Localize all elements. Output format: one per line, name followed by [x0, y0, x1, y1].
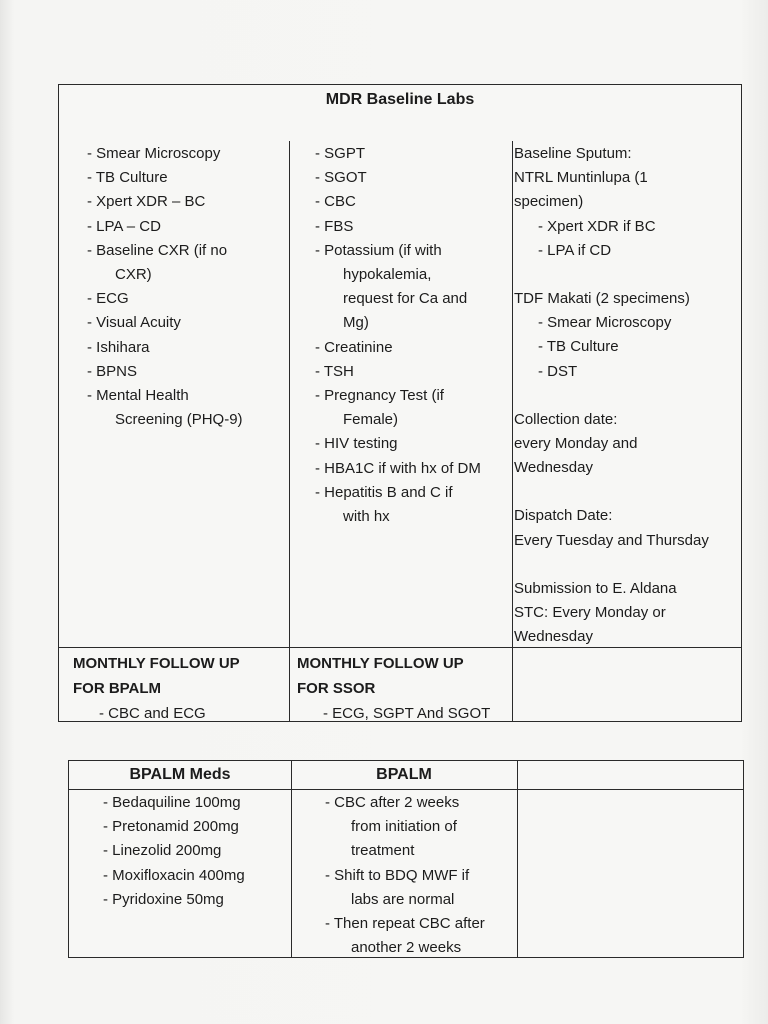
follow-up-heading: MONTHLY FOLLOW UP: [73, 655, 240, 672]
list-item: - Hepatitis B and C if: [315, 483, 453, 501]
list-item: Wednesday: [514, 628, 593, 646]
list-item: - Pyridoxine 50mg: [103, 890, 224, 908]
list-item: - ECG: [87, 290, 129, 308]
spacer: [514, 553, 742, 577]
list-item: from initiation of: [351, 818, 457, 836]
list-item: Dispatch Date:: [514, 507, 613, 525]
spacer: [514, 480, 742, 504]
list-item: Screening (PHQ-9): [115, 411, 243, 429]
list-item: - Visual Acuity: [87, 314, 181, 332]
list-item: specimen): [514, 193, 584, 211]
follow-up-item: - CBC and ECG: [99, 705, 206, 722]
list-item: Collection date:: [514, 410, 618, 428]
list-item: every Monday and: [514, 435, 638, 453]
follow-up-heading: FOR SSOR: [297, 680, 376, 697]
list-item: NTRL Muntinlupa (1: [514, 169, 648, 187]
list-item: - Potassium (if with: [315, 241, 442, 259]
list-item: - TB Culture: [87, 169, 168, 187]
list-item: - SGPT: [315, 145, 366, 162]
list-item: - CBC after 2 weeks: [325, 794, 460, 811]
list-item: - TB Culture: [538, 338, 619, 356]
list-item: - CBC: [315, 193, 356, 211]
list-item: request for Ca and: [343, 290, 468, 308]
baseline-labs-table: [58, 84, 742, 722]
column-divider: [517, 761, 518, 957]
list-item: CXR): [115, 266, 152, 284]
list-item: - DST: [538, 362, 578, 380]
list-item: Submission to E. Aldana: [514, 579, 677, 597]
baseline-labs-title: MDR Baseline Labs: [325, 91, 475, 108]
list-item: Baseline Sputum:: [514, 145, 632, 162]
list-item: - Xpert XDR – BC: [87, 193, 206, 211]
list-item: Every Tuesday and Thursday: [514, 531, 709, 549]
bpalm-meds-table: [68, 760, 744, 958]
follow-up-ssor: [297, 651, 511, 726]
list-item: - BPNS: [87, 362, 138, 380]
follow-up-heading: FOR BPALM: [73, 680, 162, 697]
list-item: STC: Every Monday or: [514, 604, 666, 622]
baseline-col-1: [87, 142, 277, 432]
list-item: - LPA – CD: [87, 217, 161, 235]
list-item: - Linezolid 200mg: [103, 842, 222, 860]
list-item: - HBA1C if with hx of DM: [315, 459, 481, 477]
baseline-col-3: [514, 142, 742, 649]
column-divider: [291, 761, 292, 957]
column-divider: [289, 141, 290, 721]
meds-list: [103, 791, 291, 912]
list-item: - Shift to BDQ MWF if: [325, 866, 470, 884]
list-item: - Then repeat CBC after: [325, 915, 485, 933]
list-item: treatment: [351, 842, 415, 860]
list-item: - Xpert XDR if BC: [538, 217, 656, 235]
list-item: - Moxifloxacin 400mg: [103, 866, 245, 884]
list-item: - TSH: [315, 362, 354, 380]
list-item: - Pretonamid 200mg: [103, 818, 239, 836]
list-item: labs are normal: [351, 890, 455, 908]
list-item: Female): [343, 411, 399, 429]
list-item: Wednesday: [514, 459, 593, 477]
bpalm-heading: BPALM: [376, 766, 432, 783]
list-item: - Smear Microscopy: [87, 145, 221, 162]
list-item: - Bedaquiline 100mg: [103, 794, 241, 811]
list-item: - Pregnancy Test (if: [315, 387, 444, 405]
list-item: - Smear Microscopy: [538, 314, 672, 332]
bpalm-monitoring-list: [325, 791, 515, 960]
list-item: hypokalemia,: [343, 266, 432, 284]
list-item: - Baseline CXR (if no: [87, 241, 228, 259]
row-divider: [69, 789, 743, 790]
bpalm-meds-heading: BPALM Meds: [129, 766, 231, 783]
list-item: Mg): [343, 314, 369, 332]
follow-up-heading: MONTHLY FOLLOW UP: [297, 655, 464, 672]
spacer: [514, 263, 742, 287]
list-item: another 2 weeks: [351, 939, 462, 957]
list-item: - HIV testing: [315, 435, 398, 453]
list-item: - SGOT: [315, 169, 367, 187]
list-item: - Mental Health: [87, 387, 189, 405]
list-item: - FBS: [315, 217, 354, 235]
spacer: [514, 384, 742, 408]
baseline-col-2: [315, 142, 515, 529]
list-item: - Creatinine: [315, 338, 393, 356]
list-item: with hx: [343, 508, 390, 526]
follow-up-item: - ECG, SGPT And SGOT: [323, 705, 491, 722]
list-item: TDF Makati (2 specimens): [514, 290, 690, 308]
list-item: - LPA if CD: [538, 241, 612, 259]
follow-up-bpalm: [73, 651, 287, 726]
list-item: - Ishihara: [87, 338, 150, 356]
